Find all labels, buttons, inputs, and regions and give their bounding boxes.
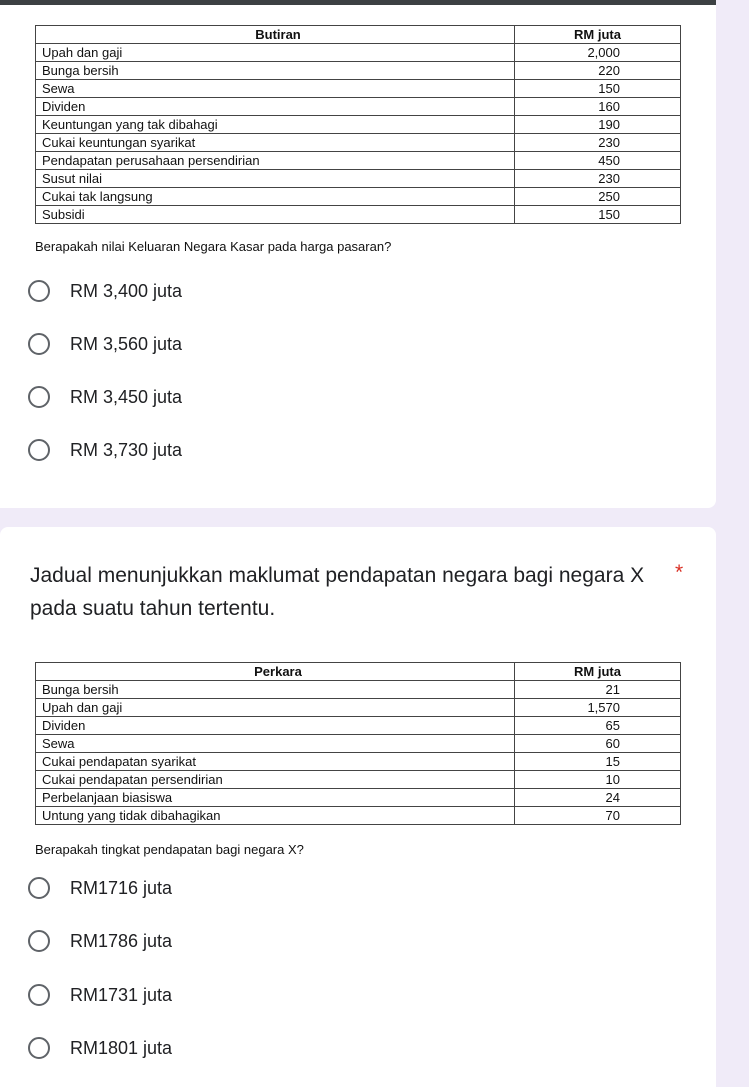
table-cell-item: Sewa bbox=[36, 735, 515, 753]
table-row bbox=[36, 717, 681, 735]
table-row bbox=[36, 188, 681, 206]
table-cell-value: 70 bbox=[515, 807, 681, 825]
question-2-option-3[interactable] bbox=[28, 981, 172, 1009]
table-row bbox=[36, 116, 681, 134]
table-cell-item: Upah dan gaji bbox=[36, 699, 515, 717]
table-row bbox=[36, 699, 681, 717]
question-2-option-2[interactable] bbox=[28, 927, 172, 955]
question-card-2 bbox=[0, 527, 716, 1087]
table-row bbox=[36, 44, 681, 62]
table-cell-item: Cukai pendapatan persendirian bbox=[36, 771, 515, 789]
table-cell-item: Perbelanjaan biasiswa bbox=[36, 789, 515, 807]
question-2-title: Jadual menunjukkan maklumat pendapatan negara bagi negara X pada suatu tahun tertentu. bbox=[30, 564, 645, 620]
question-1-option-3[interactable] bbox=[28, 383, 182, 411]
table-row bbox=[36, 753, 681, 771]
table-cell-item: Dividen bbox=[36, 717, 515, 735]
question-1-table bbox=[35, 25, 681, 224]
table-cell-value: 190 bbox=[515, 116, 681, 134]
table-cell-item: Subsidi bbox=[36, 206, 515, 224]
table-cell-value: 250 bbox=[515, 188, 681, 206]
radio-button[interactable] bbox=[28, 984, 50, 1006]
table-cell-value: 10 bbox=[515, 771, 681, 789]
table-row bbox=[36, 134, 681, 152]
option-label: RM1731 juta bbox=[70, 984, 173, 1005]
table-cell-value: 150 bbox=[515, 80, 681, 98]
table-header-row bbox=[36, 663, 681, 681]
question-2-option-1[interactable] bbox=[28, 874, 172, 902]
question-1-prompt: Berapakah nilai Keluaran Negara Kasar pada harga pasaran? bbox=[35, 239, 392, 254]
table-row bbox=[36, 789, 681, 807]
table-cell-value: 1,570 bbox=[515, 699, 681, 717]
table-cell-value: 150 bbox=[515, 206, 681, 224]
option-label: RM 3,400 juta bbox=[70, 280, 183, 301]
table-row bbox=[36, 735, 681, 753]
radio-button[interactable] bbox=[28, 1037, 50, 1059]
table-cell-item: Cukai pendapatan syarikat bbox=[36, 753, 515, 771]
table-cell-value: 60 bbox=[515, 735, 681, 753]
table-row bbox=[36, 170, 681, 188]
option-label: RM 3,560 juta bbox=[70, 333, 183, 354]
table-cell-item: Cukai tak langsung bbox=[36, 188, 515, 206]
table-cell-item: Dividen bbox=[36, 98, 515, 116]
table-cell-item: Cukai keuntungan syarikat bbox=[36, 134, 515, 152]
option-label: RM1801 juta bbox=[70, 1037, 173, 1058]
table-row bbox=[36, 807, 681, 825]
table-row bbox=[36, 98, 681, 116]
radio-button[interactable] bbox=[28, 439, 50, 461]
table-cell-value: 450 bbox=[515, 152, 681, 170]
radio-button[interactable] bbox=[28, 386, 50, 408]
table-cell-value: 2,000 bbox=[515, 44, 681, 62]
table-cell-value: 65 bbox=[515, 717, 681, 735]
table-header-row bbox=[36, 26, 681, 44]
option-label: RM1786 juta bbox=[70, 930, 173, 951]
question-2-table bbox=[35, 662, 681, 825]
option-label: RM1716 juta bbox=[70, 877, 173, 898]
option-label: RM 3,730 juta bbox=[70, 439, 183, 460]
table-cell-item: Keuntungan yang tak dibahagi bbox=[36, 116, 515, 134]
required-asterisk: * bbox=[675, 561, 684, 584]
table-row bbox=[36, 62, 681, 80]
question-card-1 bbox=[0, 5, 716, 508]
radio-button[interactable] bbox=[28, 930, 50, 952]
table-row bbox=[36, 771, 681, 789]
question-1-option-4[interactable] bbox=[28, 436, 182, 464]
radio-button[interactable] bbox=[28, 280, 50, 302]
table-cell-value: 24 bbox=[515, 789, 681, 807]
table-cell-item: Bunga bersih bbox=[36, 681, 515, 699]
radio-button[interactable] bbox=[28, 333, 50, 355]
question-2-option-4[interactable] bbox=[28, 1034, 172, 1062]
table-cell-item: Upah dan gaji bbox=[36, 44, 515, 62]
table-row bbox=[36, 152, 681, 170]
table-cell-value: 220 bbox=[515, 62, 681, 80]
table-row bbox=[36, 206, 681, 224]
table-row bbox=[36, 681, 681, 699]
table-cell-item: Bunga bersih bbox=[36, 62, 515, 80]
table-cell-item: Susut nilai bbox=[36, 170, 515, 188]
option-label: RM 3,450 juta bbox=[70, 386, 183, 407]
table-cell-value: 230 bbox=[515, 170, 681, 188]
table-header-value: RM juta bbox=[515, 26, 681, 44]
table-cell-item: Sewa bbox=[36, 80, 515, 98]
table-cell-item: Pendapatan perusahaan persendirian bbox=[36, 152, 515, 170]
table-header-value: RM juta bbox=[515, 663, 681, 681]
table-cell-value: 15 bbox=[515, 753, 681, 771]
question-2-prompt: Berapakah tingkat pendapatan bagi negara X? bbox=[35, 842, 304, 857]
table-cell-value: 160 bbox=[515, 98, 681, 116]
table-header-item: Perkara bbox=[36, 663, 515, 681]
table-row bbox=[36, 80, 681, 98]
table-header-item: Butiran bbox=[36, 26, 515, 44]
question-1-option-1[interactable] bbox=[28, 277, 182, 305]
table-cell-value: 21 bbox=[515, 681, 681, 699]
radio-button[interactable] bbox=[28, 877, 50, 899]
table-cell-item: Untung yang tidak dibahagikan bbox=[36, 807, 515, 825]
question-1-option-2[interactable] bbox=[28, 330, 182, 358]
table-cell-value: 230 bbox=[515, 134, 681, 152]
